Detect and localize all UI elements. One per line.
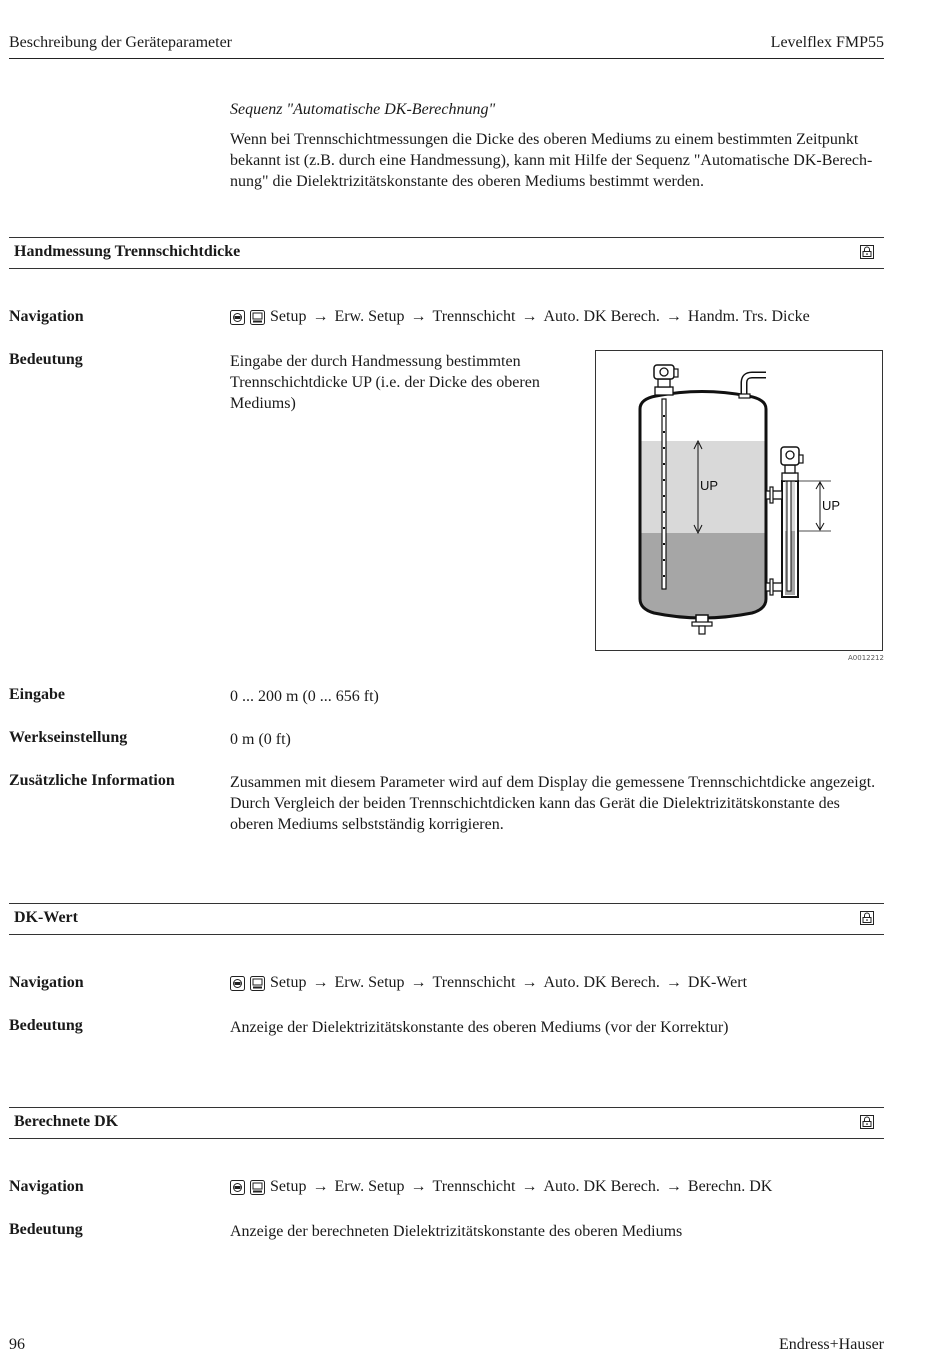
nav-arrow: →: [312, 308, 329, 325]
intro-line: nung" die Dielektrizitätskonstante des oberen Mediums bestimmt werden.: [230, 173, 704, 190]
nav-step: Trennschicht: [432, 1178, 516, 1195]
nav-arrow: →: [312, 974, 329, 991]
nav-arrow: →: [665, 1178, 682, 1195]
expert-icon: [230, 310, 245, 325]
nav-step: Auto. DK Berech.: [543, 974, 660, 991]
bedeutung-label: Bedeutung: [9, 1017, 83, 1034]
nav-step: Handm. Trs. Dicke: [687, 308, 810, 325]
bedeutung-text: [230, 351, 580, 414]
werkseinstellung-value: 0 m (0 ft): [230, 731, 291, 748]
nav-step: Auto. DK Berech.: [543, 1178, 660, 1195]
nav-step: Auto. DK Berech.: [543, 308, 660, 325]
bedeutung-label: Bedeutung: [9, 351, 83, 368]
eingabe-label: Eingabe: [9, 686, 66, 703]
navigation-label: Navigation: [9, 974, 84, 991]
header-left: Beschreibung der Geräteparameter: [9, 34, 232, 51]
display-icon: [250, 310, 265, 325]
bedeutung-line: Eingabe der durch Handmessung bestimmten: [230, 353, 521, 370]
up-label-bypass: UP: [822, 498, 841, 513]
navigation-label: Navigation: [9, 308, 84, 325]
expert-icon: [230, 976, 245, 991]
zusaetzliche-info-text: [230, 772, 890, 835]
up-label-tank: UP: [700, 478, 719, 493]
navigation-path: [230, 974, 747, 992]
nav-arrow: →: [521, 974, 538, 991]
lock-icon: [860, 911, 874, 925]
tank-interface-figure: [595, 350, 883, 651]
nav-step: Setup: [270, 308, 307, 325]
section-title: Berechnete DK: [14, 1113, 119, 1130]
bedeutung-label: Bedeutung: [9, 1221, 83, 1238]
intro-line: Wenn bei Trennschichtmessungen die Dicke des oberen Mediums zu einem bestimmten Zeitpunkt: [230, 131, 859, 148]
intro-paragraph: [230, 129, 890, 192]
nav-arrow: →: [410, 974, 427, 991]
bedeutung-line: Mediums): [230, 395, 296, 412]
nav-arrow: →: [665, 308, 682, 325]
nav-step: Berechn. DK: [687, 1178, 773, 1195]
lock-icon: [860, 245, 874, 259]
section-header-berechnete-dk: [9, 1107, 884, 1139]
sequence-title: Sequenz "Automatische DK-Berechnung": [230, 101, 496, 118]
nav-step: Trennschicht: [432, 974, 516, 991]
bedeutung-text: Anzeige der Dielektrizitätskonstante des oberen Mediums (vor der Korrektur): [230, 1019, 729, 1036]
navigation-path: [230, 1178, 772, 1196]
nav-arrow: →: [410, 308, 427, 325]
section-title: DK-Wert: [14, 909, 78, 926]
nav-step: Erw. Setup: [334, 1178, 405, 1195]
info-line: Durch Vergleich der beiden Trennschichtdicken kann das Gerät die Dielektrizitätskonstante des: [230, 795, 840, 812]
header-rule: [9, 58, 884, 59]
nav-arrow: →: [665, 974, 682, 991]
nav-step: Setup: [270, 974, 307, 991]
section-header-dk-wert: [9, 903, 884, 935]
lock-icon: [860, 1115, 874, 1129]
tank-diagram: [596, 351, 882, 650]
nav-step: DK-Wert: [687, 974, 748, 991]
section-header-handmessung: [9, 237, 884, 269]
footer-brand: Endress+Hauser: [779, 1336, 884, 1353]
expert-icon: [230, 1180, 245, 1195]
navigation-path: [230, 308, 810, 326]
nav-step: Erw. Setup: [334, 308, 405, 325]
bedeutung-line: Trennschichtdicke UP (i.e. der Dicke des oberen: [230, 374, 540, 391]
werkseinstellung-label: Werkseinstellung: [9, 729, 128, 746]
nav-step: Trennschicht: [432, 308, 516, 325]
info-line: oberen Mediums selbstständig korrigieren.: [230, 816, 504, 833]
nav-step: Erw. Setup: [334, 974, 405, 991]
nav-arrow: →: [410, 1178, 427, 1195]
nav-step: Setup: [270, 1178, 307, 1195]
eingabe-value: 0 ... 200 m (0 ... 656 ft): [230, 688, 379, 705]
zusaetzliche-info-label: Zusätzliche Information: [9, 772, 175, 789]
info-line: Zusammen mit diesem Parameter wird auf dem Display die gemessene Trennschichtdicke angezeigt.: [230, 774, 876, 791]
header-right: Levelflex FMP55: [770, 34, 884, 51]
section-title: Handmessung Trennschichtdicke: [14, 243, 241, 260]
bedeutung-text: Anzeige der berechneten Dielektrizitätskonstante des oberen Mediums: [230, 1223, 683, 1240]
navigation-label: Navigation: [9, 1178, 84, 1195]
page-number: 96: [9, 1336, 25, 1353]
nav-arrow: →: [521, 308, 538, 325]
nav-arrow: →: [521, 1178, 538, 1195]
intro-line: bekannt ist (z.B. durch eine Handmessung), kann mit Hilfe der Sequenz "Automatische DK-Berech-: [230, 152, 873, 169]
figure-id: A0012212: [848, 654, 884, 662]
display-icon: [250, 1180, 265, 1195]
display-icon: [250, 976, 265, 991]
nav-arrow: →: [312, 1178, 329, 1195]
